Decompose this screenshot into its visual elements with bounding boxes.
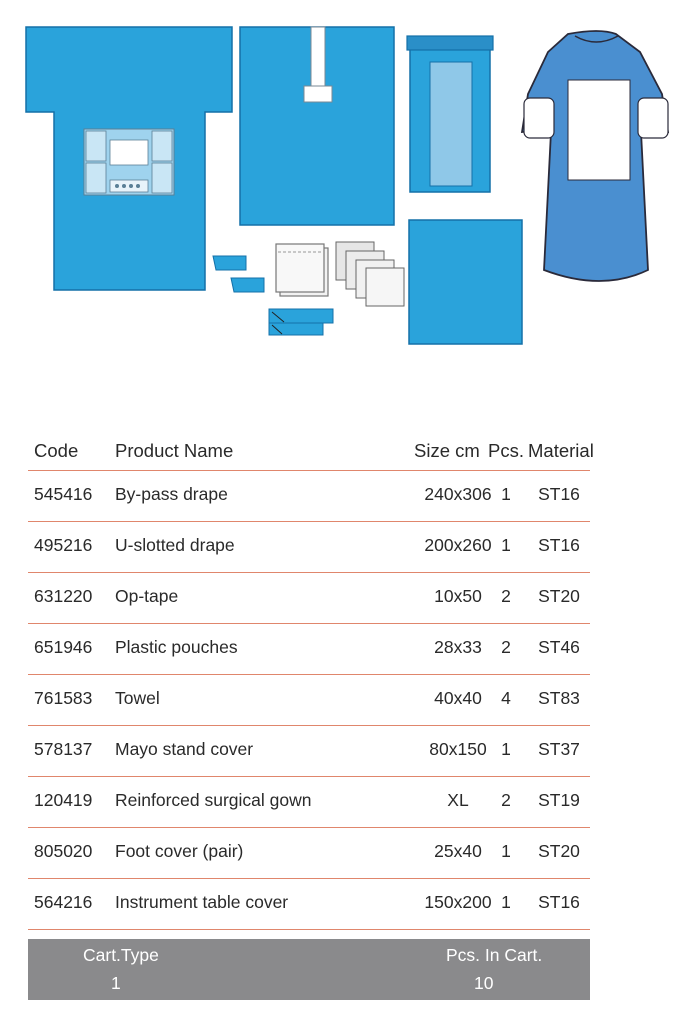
row-pcs: 1 (501, 841, 511, 861)
row-size: 150x200 (424, 892, 492, 912)
header-material: Material (528, 440, 594, 461)
table-header (28, 432, 594, 471)
plastic-pouch-image (276, 244, 328, 296)
table-row (28, 573, 590, 624)
header-pcs: Pcs. (488, 440, 524, 461)
row-product-name: Op-tape (115, 586, 179, 606)
table-row (28, 726, 590, 777)
row-material: ST83 (538, 688, 580, 708)
row-material: ST46 (538, 637, 580, 657)
pcs-in-cart-value: 10 (474, 973, 494, 993)
header-size: Size cm (414, 440, 480, 461)
row-code: 761583 (34, 688, 93, 708)
row-size: 40x40 (434, 688, 482, 708)
table-row (28, 828, 590, 879)
header-code: Code (34, 440, 79, 461)
row-code: 651946 (34, 637, 93, 657)
row-pcs: 1 (501, 535, 511, 555)
kit-illustration (0, 0, 691, 360)
pcs-in-cart-label: Pcs. In Cart. (446, 945, 543, 965)
row-size: 80x150 (429, 739, 487, 759)
table-row (28, 879, 590, 930)
table-row (28, 777, 590, 828)
row-material: ST37 (538, 739, 580, 759)
row-pcs: 1 (501, 892, 511, 912)
row-code: 805020 (34, 841, 93, 861)
product-table (28, 432, 594, 930)
row-pcs: 2 (501, 790, 511, 810)
row-material: ST20 (538, 586, 580, 606)
row-product-name: Instrument table cover (115, 892, 289, 912)
row-pcs: 2 (501, 586, 511, 606)
row-code: 631220 (34, 586, 93, 606)
row-size: 28x33 (434, 637, 482, 657)
row-material: ST16 (538, 892, 580, 912)
row-pcs: 1 (501, 484, 511, 504)
row-code: 564216 (34, 892, 93, 912)
header-product-name: Product Name (115, 440, 234, 461)
row-code: 495216 (34, 535, 93, 555)
row-product-name: Reinforced surgical gown (115, 790, 312, 810)
row-pcs: 1 (501, 739, 511, 759)
row-product-name: Foot cover (pair) (115, 841, 244, 861)
row-code: 120419 (34, 790, 93, 810)
cart-type-label: Cart.Type (83, 945, 159, 965)
row-product-name: U-slotted drape (115, 535, 235, 555)
row-size: 200x260 (424, 535, 492, 555)
row-size: 25x40 (434, 841, 482, 861)
cart-type-value: 1 (111, 973, 121, 993)
mayo-stand-cover-image (407, 36, 493, 192)
row-code: 578137 (34, 739, 93, 759)
surgical-gown-image (522, 31, 668, 281)
row-material: ST20 (538, 841, 580, 861)
row-material: ST16 (538, 484, 580, 504)
table-row (28, 624, 590, 675)
u-slotted-drape-image (240, 27, 394, 225)
row-product-name: By-pass drape (115, 484, 228, 504)
row-code: 545416 (34, 484, 93, 504)
table-row (28, 675, 590, 726)
row-product-name: Mayo stand cover (115, 739, 254, 759)
row-pcs: 2 (501, 637, 511, 657)
table-body (28, 471, 590, 930)
row-product-name: Towel (115, 688, 160, 708)
row-pcs: 4 (501, 688, 511, 708)
row-product-name: Plastic pouches (115, 637, 238, 657)
row-material: ST19 (538, 790, 580, 810)
table-row (28, 471, 590, 522)
table-row (28, 522, 590, 573)
row-size: 10x50 (434, 586, 482, 606)
bypass-drape-image (26, 27, 232, 290)
row-material: ST16 (538, 535, 580, 555)
row-size: 240x306 (424, 484, 492, 504)
row-size: XL (447, 790, 469, 810)
cart-footer (28, 939, 590, 1000)
instrument-table-cover-image (409, 220, 522, 344)
towel-image (336, 242, 404, 306)
